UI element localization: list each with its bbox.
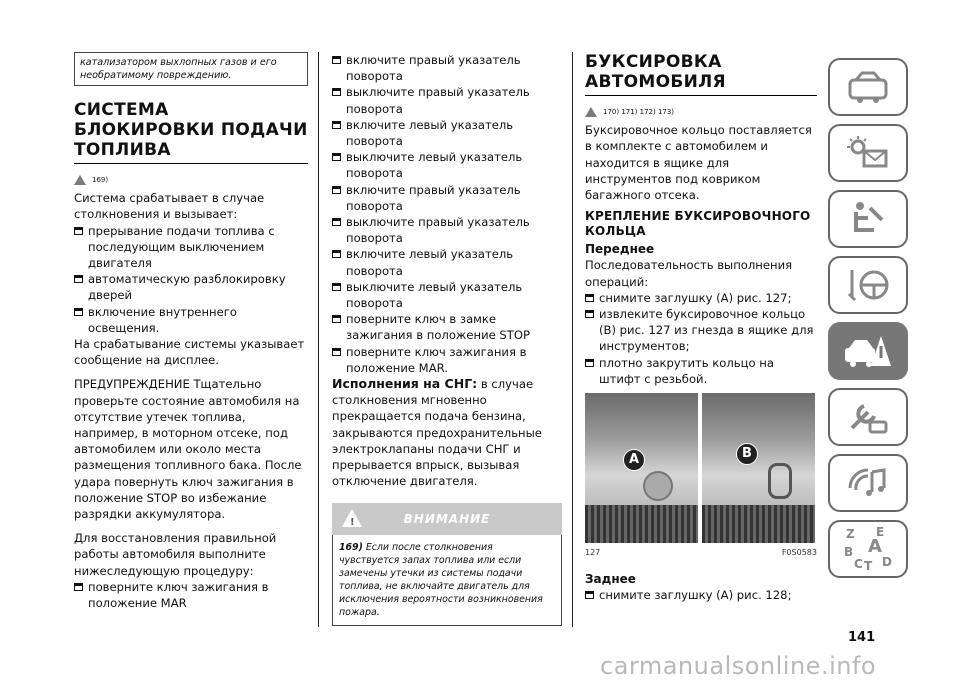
fuel-cutoff-heading: СИСТЕМА БЛОКИРОВКИ ПОДАЧИ ТОПЛИВА: [74, 100, 308, 164]
tab-index[interactable]: [828, 520, 908, 578]
warning-triangle-icon: [74, 175, 86, 185]
warning-paragraph: ПРЕДУПРЕЖДЕНИЕ Тщательно проверьте состояние автомобиля на отсутствие утечек топлива, например, в моторном отсеке, под автомобилем или около места размещения топливного бака. После удара повернуть ключ зажигания в положение STOP во избежание разрядки аккумулятора.: [74, 377, 302, 522]
list-item: поверните ключ зажигания в положение MAR: [74, 579, 308, 611]
index-letter: T: [864, 559, 873, 572]
list-item: автоматическую разблокировку дверей: [74, 271, 308, 303]
tab-multimedia[interactable]: [828, 454, 908, 512]
ring-mount-heading: КРЕПЛЕНИЕ БУКСИРОВОЧНОГО КОЛЬЦА: [585, 209, 811, 239]
index-letter: E: [876, 526, 885, 539]
tab-dashboard[interactable]: [828, 58, 908, 116]
towing-intro: Буксировочное кольцо поставляется в комплекте с автомобилем и находится в ящике для инструментов под ковриком багажного отсека.: [585, 123, 812, 203]
emergency-car-icon: [843, 332, 893, 370]
figure-code: F0S0583: [781, 548, 817, 558]
fuel-cutoff-intro: Система срабатывает в случае столкновения и вызывает:: [74, 191, 265, 222]
front-label: Переднее: [585, 242, 655, 257]
badge-b: B: [736, 443, 758, 465]
attention-box: [332, 535, 562, 626]
figure-number: 127: [585, 548, 601, 558]
column-divider: [572, 52, 573, 627]
list-item: включите правый указатель поворота: [332, 52, 562, 84]
figure-caption: [585, 545, 817, 561]
tab-emergency[interactable]: [828, 322, 908, 380]
attention-text: Если после столкновения чувствуется запах топлива или если замечены утечки из системы подачи топлива, не включайте двигатель для исключения вероятности возникновения пожара.: [339, 542, 543, 619]
column-left: [74, 52, 308, 611]
continued-warning-box: катализатором выхлопных газов и его необратимому повреждению.: [74, 52, 308, 86]
tab-starting[interactable]: [828, 256, 908, 314]
attention-label: ВНИМАНИЕ: [403, 512, 491, 527]
lpg-paragraph: [332, 376, 562, 489]
list-item: поверните ключ в замке зажигания в положение STOP: [332, 311, 562, 343]
photo-plug-view: [585, 393, 698, 543]
list-item: снимите заглушку (A) рис. 128;: [585, 587, 817, 603]
warning-refs: 170) 171) 172) 173): [585, 104, 817, 120]
steering-start-icon: [846, 266, 890, 304]
tab-maintenance[interactable]: [828, 388, 908, 446]
alphabet-index-icon: [840, 526, 896, 572]
sound-nav-icon: [846, 464, 890, 502]
column-middle: [332, 52, 562, 626]
list-item: плотно закрутить кольцо на штифт с резьбой.: [585, 355, 817, 387]
lights-envelope-icon: [846, 135, 890, 171]
warning-ref: 169): [74, 172, 308, 188]
index-letter: C: [854, 557, 863, 571]
display-message-text: На срабатывание системы указывает сообщение на дисплее.: [74, 337, 305, 368]
attention-banner: ! ВНИМАНИЕ: [332, 503, 562, 535]
list-item: включите левый указатель поворота: [332, 246, 562, 278]
list-item: включите левый указатель поворота: [332, 117, 562, 149]
seat-safety-icon: [848, 200, 888, 238]
warning-triangle-icon: [585, 107, 597, 117]
list-item: включение внутреннего освещения.: [74, 304, 308, 336]
rear-label: Заднее: [585, 572, 636, 587]
index-letter: A: [868, 536, 882, 557]
wrench-car-icon: [846, 398, 890, 436]
tab-safety[interactable]: [828, 190, 908, 248]
watermark: carmanualsonline.info: [600, 652, 877, 680]
tow-plug: [643, 471, 673, 501]
restore-paragraph: Для восстановления правильной работы автомобиля выполните нижеследующую процедуру:: [74, 531, 277, 578]
badge-a: A: [623, 449, 645, 471]
column-divider: [318, 52, 319, 627]
front-intro: Последовательность выполнения операций:: [585, 258, 793, 289]
list-item: извлеките буксировочное кольцо (B) рис. 127 из гнезда в ящике для инструментов;: [585, 306, 817, 355]
list-item: включите правый указатель поворота: [332, 182, 562, 214]
page-number: 141: [848, 630, 876, 645]
lpg-text: в случае столкновения мгновенно прекращается подача бензина, закрываются предохранительные электроклапаны подачи СНГ и прерывается впрыск, вызывая отключение двигателя.: [332, 377, 542, 489]
towing-heading: БУКСИРОВКА АВТОМОБИЛЯ: [585, 52, 817, 96]
column-right: [585, 52, 817, 604]
index-letter: Z: [846, 527, 855, 541]
list-item: выключите левый указатель поворота: [332, 279, 562, 311]
list-item: выключите правый указатель поворота: [332, 214, 562, 246]
chapter-tabs: [828, 58, 908, 586]
index-letter: B: [844, 545, 854, 559]
list-item: прерывание подачи топлива с последующим выключением двигателя: [74, 223, 308, 272]
attention-number: 169): [339, 542, 363, 554]
figure-127-photo: [585, 393, 815, 543]
index-letter: D: [882, 555, 892, 569]
list-item: снимите заглушку (A) рис. 127;: [585, 290, 817, 306]
list-item: выключите правый указатель поворота: [332, 84, 562, 116]
tab-lights[interactable]: [828, 124, 908, 182]
dashboard-icon: [846, 70, 890, 104]
lpg-label: Исполнения на СНГ:: [332, 376, 478, 392]
tow-ring: [768, 463, 792, 499]
list-item: выключите левый указатель поворота: [332, 149, 562, 181]
list-item: поверните ключ зажигания в положение MAR.: [332, 344, 562, 376]
photo-ring-view: [702, 393, 815, 543]
